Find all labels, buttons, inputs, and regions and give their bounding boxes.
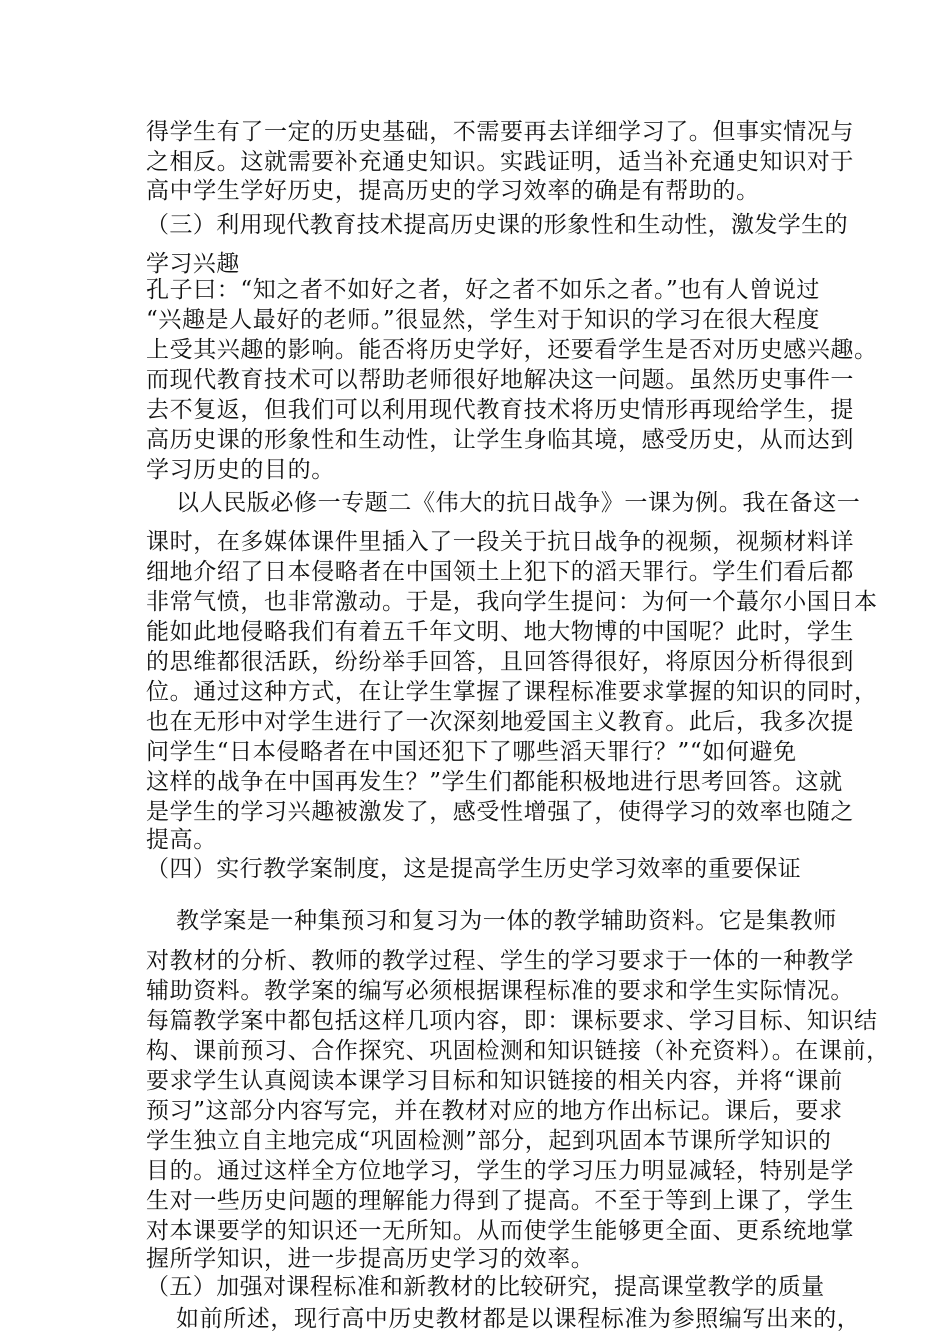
section-heading-5: （五）加强对课程标准和新教材的比较研究，提高课堂教学的质量 — [146, 1274, 825, 1300]
body-text-line: 这样的战争在中国再发生？”学生们都能积极地进行思考回答。这就 — [146, 769, 843, 795]
body-text-line: 生对一些历史问题的理解能力得到了提高。不至于等到上课了，学生 — [146, 1188, 854, 1214]
body-text-line: 非常气愤，也非常激动。于是，我向学生提问：为何一个蕞尔小国日本 — [146, 589, 878, 615]
body-text-line: 位。通过这种方式，在让学生掌握了课程标准要求掌握的知识的同时， — [146, 679, 878, 705]
section-heading-3: 学习兴趣 — [146, 251, 240, 277]
body-text-line: 得学生有了一定的历史基础，不需要再去详细学习了。但事实情况与 — [146, 119, 854, 145]
body-text-line: 提高。 — [146, 827, 217, 853]
body-text-line: 对教材的分析、教师的教学过程、学生的学习要求于一体的一种教学 — [146, 948, 854, 974]
body-text-line: 要求学生认真阅读本课学习目标和知识链接的相关内容，并将“课前 — [146, 1068, 843, 1094]
body-text-line: 高历史课的形象性和生动性，让学生身临其境，感受历史，从而达到 — [146, 427, 854, 453]
body-text-line: 目的。通过这样全方位地学习，学生的学习压力明显减轻，特别是学 — [146, 1158, 854, 1184]
body-text-line: 教学案是一种集预习和复习为一体的教学辅助资料。它是集教师 — [176, 908, 837, 934]
body-text-line: 辅助资料。教学案的编写必须根据课程标准的要求和学生实际情况。 — [146, 978, 854, 1004]
body-text-line: 而现代教育技术可以帮助老师很好地解决这一问题。虽然历史事件一 — [146, 367, 854, 393]
body-text-line: 课时，在多媒体课件里插入了一段关于抗日战争的视频，视频材料详 — [146, 529, 854, 555]
body-text-line: 是学生的学习兴趣被激发了，感受性增强了，使得学习的效率也随之 — [146, 799, 854, 825]
body-text-line: 之相反。这就需要补充通史知识。实践证明，适当补充通史知识对于 — [146, 149, 854, 175]
body-text-line: 对本课要学的知识还一无所知。从而使学生能够更全面、更系统地掌 — [146, 1218, 854, 1244]
body-text-line: 孔子曰：“知之者不如好之者，好之者不如乐之者。”也有人曾说过 — [146, 277, 821, 303]
body-text-line: 去不复返，但我们可以利用现代教育技术将历史情形再现给学生，提 — [146, 397, 854, 423]
body-text-line: 握所学知识，进一步提高历史学习的效率。 — [146, 1246, 595, 1272]
body-text-line: 的思维都很活跃，纷纷举手回答，且回答得很好，将原因分析得很到 — [146, 649, 854, 675]
body-text-line: 细地介绍了日本侵略者在中国领土上犯下的滔天罪行。学生们看后都 — [146, 559, 854, 585]
body-text-line: 预习”这部分内容写完，并在教材对应的地方作出标记。课后，要求 — [146, 1098, 843, 1124]
body-text-line: 也在无形中对学生进行了一次深刻地爱国主义教育。此后，我多次提 — [146, 709, 854, 735]
body-text-line: 学生独立自主地完成“巩固检测”部分，起到巩固本节课所学知识的 — [146, 1128, 832, 1154]
body-text-line: 能如此地侵略我们有着五千年文明、地大物博的中国呢？此时，学生 — [146, 619, 854, 645]
body-text-line: 如前所述，现行高中历史教材都是以课程标准为参照编写出来的， — [176, 1306, 861, 1332]
body-text-line: 学习历史的目的。 — [146, 457, 335, 483]
body-text-line: “兴趣是人最好的老师。”很显然，学生对于知识的学习在很大程度 — [146, 307, 821, 333]
body-text-line: 以人民版必修一专题二《伟大的抗日战争》一课为例。我在备这一 — [176, 490, 861, 516]
body-text-line: 每篇教学案中都包括这样几项内容，即：课标要求、学习目标、知识结 — [146, 1008, 878, 1034]
section-heading-3: （三）利用现代教育技术提高历史课的形象性和生动性，激发学生的 — [146, 212, 848, 238]
body-text-line: 问学生“日本侵略者在中国还犯下了哪些滔天罪行？”“如何避免 — [146, 739, 797, 765]
body-text-line: 高中学生学好历史，提高历史的学习效率的确是有帮助的。 — [146, 178, 760, 204]
body-text-line: 构、课前预习、合作探究、巩固检测和知识链接（补充资料）。在课前， — [146, 1038, 890, 1064]
section-heading-4: （四）实行教学案制度，这是提高学生历史学习效率的重要保证 — [146, 856, 802, 882]
body-text-line: 上受其兴趣的影响。能否将历史学好，还要看学生是否对历史感兴趣。 — [146, 337, 878, 363]
